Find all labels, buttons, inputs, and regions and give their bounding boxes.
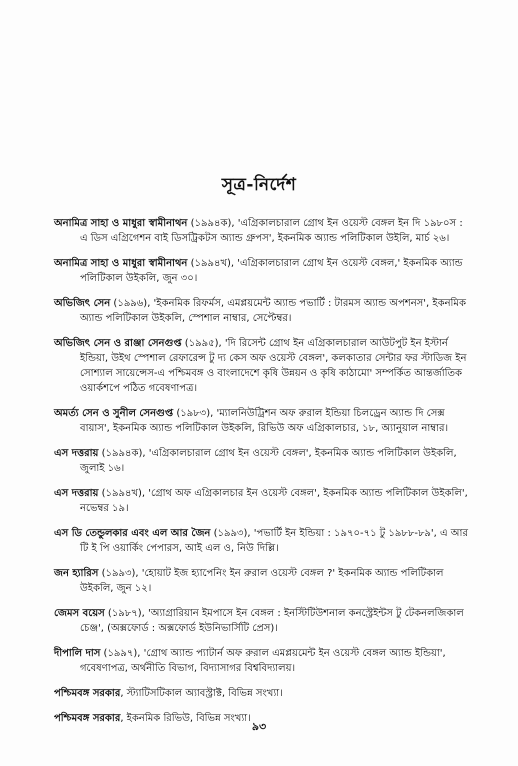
reference-text: , স্ট্যাটিসটিকাল অ্যাবস্ট্রাক্ট, বিভিন্ন সংখ্যা। [120,688,283,699]
reference-entry [54,256,470,286]
reference-text: (১৯৮৭), 'অ্যাগ্রারিয়ান ইমপাসে ইন বেঙ্গল : ইনস্টিটিউশনাল কনস্ট্রেইন্টস টু টেকনলজিকাল চেঞ্জ', (অক্সফোর্ড : অক্সফোর্ড ইউনিভার্সিটি প্রেস)। [80,608,464,634]
reference-author: অনামিত্র সাহা ও মাধুরা স্বামীনাথন [54,218,188,229]
reference-entry [54,526,470,556]
page-number: ৯৩ [251,720,267,733]
reference-author: দীপালি দাস [54,648,101,659]
reference-text: (১৯৮৩), 'ম্যালনিউট্রিশন অফ রুরাল ইন্ডিয়া চিলড্রেন অ্যান্ড দি সেক্স বায়াস', ইকনমিক অ্যান্ড পলিটিকাল উইকলি, রিভিউ অফ এগ্রিকালচার, ১৮, অ্যানুয়াল নাম্বার। [80,408,449,434]
reference-text: (১৯৯৭), 'গ্রোথ অ্যান্ড প্যাটার্ন অফ রুরাল এমপ্লয়মেন্ট ইন ওয়েস্ট বেঙ্গল অ্যান্ড ইন্ডিয়া', গবেষণাপত্র, অর্থনীতি বিভাগ, বিদ্যাসাগর বিশ্ববিদ্যালয়। [80,648,446,674]
reference-author: পশ্চিমবঙ্গ সরকার [54,688,121,699]
reference-author: পশ্চিমবঙ্গ সরকার [54,713,121,724]
reference-text: (১৯৯৪খ), 'গ্রোথ অফ এগ্রিকালচার ইন ওয়েস্ট বেঙ্গল', ইকনমিক অ্যান্ড পলিটিকাল উইকলি', নভেম্বর ১৯। [80,488,468,514]
reference-entry [54,686,470,701]
reference-text: (১৯৯৩), 'পভার্টি ইন ইন্ডিয়া : ১৯৭০-৭১ টু ১৯৮৮-৮৯', এ আর টি ই পি ওয়ার্কিং পেপারস, আই এল ও, নিউ দিল্লি। [80,528,468,554]
reference-text: , ইকনমিক রিভিউ, বিভিন্ন সংখ্যা। [120,713,251,724]
reference-author: অনামিত্র সাহা ও মাধুরা স্বামীনাথন [54,258,188,269]
reference-text: (১৯৯৬), 'ইকনমিক রিফর্মস, এমপ্লয়মেন্ট অ্যান্ড পভার্টি : টারমস অ্যান্ড অপশনস', ইকনমিক অ্যান্ড পলিটিকাল উইকলি, স্পেশাল নাম্বার, সেপ্টেম্বর। [80,298,466,324]
reference-entry [54,216,470,246]
reference-text: (১৯৯৪খ), 'এগ্রিকালচারাল গ্রোথ ইন ওয়েস্ট বেঙ্গল,' ইকনমিক অ্যান্ড পলিটিকাল উইকলি, জুন ৩০। [80,258,463,284]
page-title: সূত্র-নির্দেশ [221,175,297,195]
reference-entry [54,296,470,326]
reference-author: এস ডি তেন্ডুলকার এবং এল আর জৈন [54,528,211,539]
reference-text: (১৯৯৫), 'দি রিসেন্ট গ্রোথ ইন এগ্রিকালচারাল আউটপুট ইন ইস্টার্ন ইন্ডিয়া, উইথ স্পেশাল রেফারেন্স টু দ্য কেস অফ ওয়েস্ট বেঙ্গল', কলকাতার সেন্টার ফর স্টাডিজ ইন সোশ্যাল সায়েন্সেস-এ পশ্চিমবঙ্গ ও বাংলাদেশে কৃষি উন্নয়ন ও কৃষি কাঠামো' সম্পর্কিত আন্তর্জাতিক ওয়ার্কশপে পঠিত গবেষণাপত্র। [80,338,467,394]
reference-entry [54,406,470,436]
reference-text: (১৯৯৪ক), 'এগ্রিকালচারাল গ্রোথ ইন ওয়েস্ট বেঙ্গল ইন দি ১৯৮০স : এ ডিস এগ্রিগেশন বাই ডিসট্রিকটস অ্যান্ড গ্রুপস', ইকনমিক অ্যান্ড পলিটিকাল উইলি, মার্চ ২৬। [80,218,463,244]
reference-entry [54,566,470,596]
reference-entry [54,606,470,636]
reference-entry [54,646,470,676]
reference-entry [54,486,470,516]
reference-author: এস দত্তরায় [54,448,99,459]
reference-list [54,216,470,730]
reference-author: জন হ্যারিস [54,568,99,579]
reference-entry [54,446,470,476]
reference-author: অভিজিৎ সেন [54,298,111,309]
reference-author: অভিজিৎ সেন ও রাঞ্জা সেনগুপ্ত [54,338,182,349]
reference-text: (১৯৯৪ক), 'এগ্রিকালচারাল গ্রোথ ইন ওয়েস্ট বেঙ্গল', ইকনমিক অ্যান্ড পলিটিকাল উইকলি, জুলাই ১৬। [80,448,457,474]
reference-author: জেমস বয়েস [54,608,105,619]
reference-entry [54,336,470,396]
reference-text: (১৯৯৩), 'হোয়াট ইজ হ্যাপেনিং ইন রুরাল ওয়েস্ট বেঙ্গল ?' ইকনমিক অ্যান্ড পলিটিকাল উইকলি, জুন ১২। [80,568,444,594]
reference-author: অমর্ত্য সেন ও সুনীল সেনগুপ্ত [54,408,174,419]
reference-author: এস দত্তরায় [54,488,99,499]
